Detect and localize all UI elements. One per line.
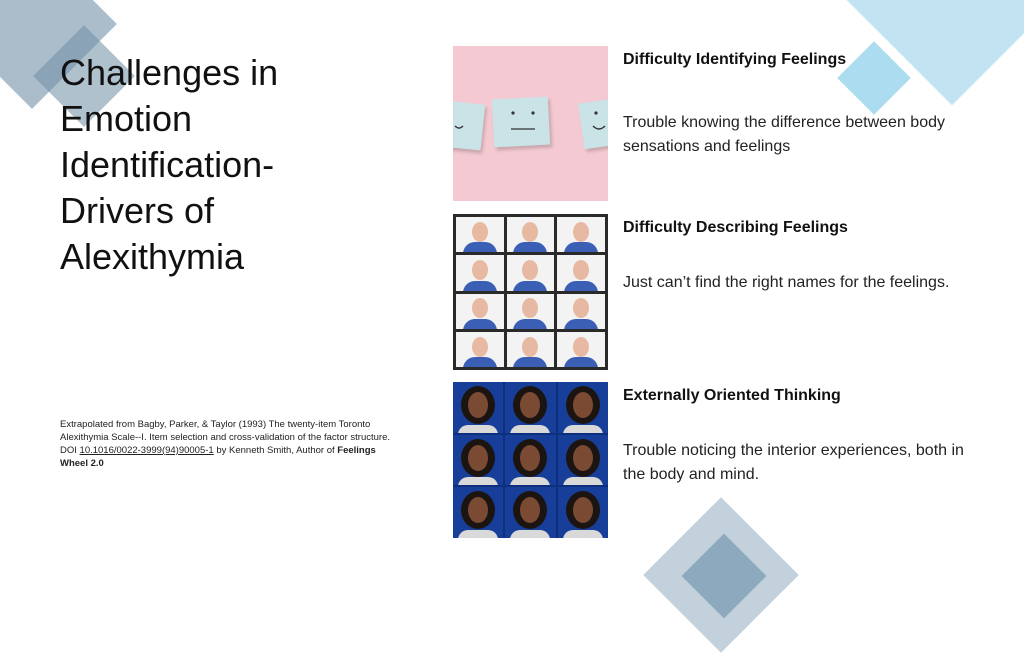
expression-photo	[558, 435, 608, 486]
section-externally-oriented-thinking	[623, 385, 973, 483]
section-describing-feelings	[623, 217, 973, 291]
expression-photo	[507, 294, 555, 329]
expression-photo	[456, 255, 504, 290]
sticky-notes-image	[453, 46, 608, 201]
expression-photo	[453, 382, 503, 433]
title-line: Identification-	[60, 144, 275, 185]
title-line: Emotion	[60, 98, 193, 139]
expression-photo	[505, 382, 555, 433]
expression-photo	[558, 487, 608, 538]
section-heading: Difficulty Identifying Feelings	[623, 51, 847, 68]
expression-photo	[557, 332, 605, 367]
citation-text: by Kenneth Smith, Author of	[213, 445, 338, 456]
expression-photo	[456, 217, 504, 252]
expression-photo	[453, 487, 503, 538]
slide-title	[60, 50, 400, 280]
section-heading: Externally Oriented Thinking	[623, 387, 841, 404]
section-body: Trouble knowing the difference between body sensations and feelings	[623, 114, 945, 155]
expression-photo	[557, 217, 605, 252]
expression-photo	[507, 217, 555, 252]
section-heading: Difficulty Describing Feelings	[623, 219, 848, 236]
expression-photo	[558, 382, 608, 433]
title-line: Alexithymia	[60, 236, 245, 277]
title-line: Drivers of	[60, 190, 215, 231]
section-identifying-feelings	[623, 49, 973, 155]
expression-photo	[507, 332, 555, 367]
expression-photo	[557, 255, 605, 290]
expression-photo	[505, 487, 555, 538]
note-faces-icon	[453, 46, 608, 201]
expression-photo	[507, 255, 555, 290]
expression-photo	[505, 435, 555, 486]
facial-expressions-grid-man	[453, 214, 608, 370]
doi-link[interactable]: 10.1016/0022-3999(94)90005-1	[79, 445, 214, 456]
citation-text: Extrapolated from Bagby, Parker, & Taylor (1993) The twenty-item Toronto Alexithymia Scale--I. Item selection and cross-validation of the factor structure. DOI	[60, 419, 390, 456]
expression-photo	[456, 332, 504, 367]
citation	[60, 418, 390, 470]
book-title: Feelings Wheel 2.0	[60, 445, 376, 469]
expression-photo	[557, 294, 605, 329]
facial-expressions-grid-woman	[453, 382, 608, 538]
title-line: Challenges in	[60, 52, 279, 93]
expression-photo	[453, 435, 503, 486]
expression-photo	[456, 294, 504, 329]
section-body: Trouble noticing the interior experiences, both in the body and mind.	[623, 442, 964, 483]
section-body: Just can’t find the right names for the feelings.	[623, 274, 950, 291]
